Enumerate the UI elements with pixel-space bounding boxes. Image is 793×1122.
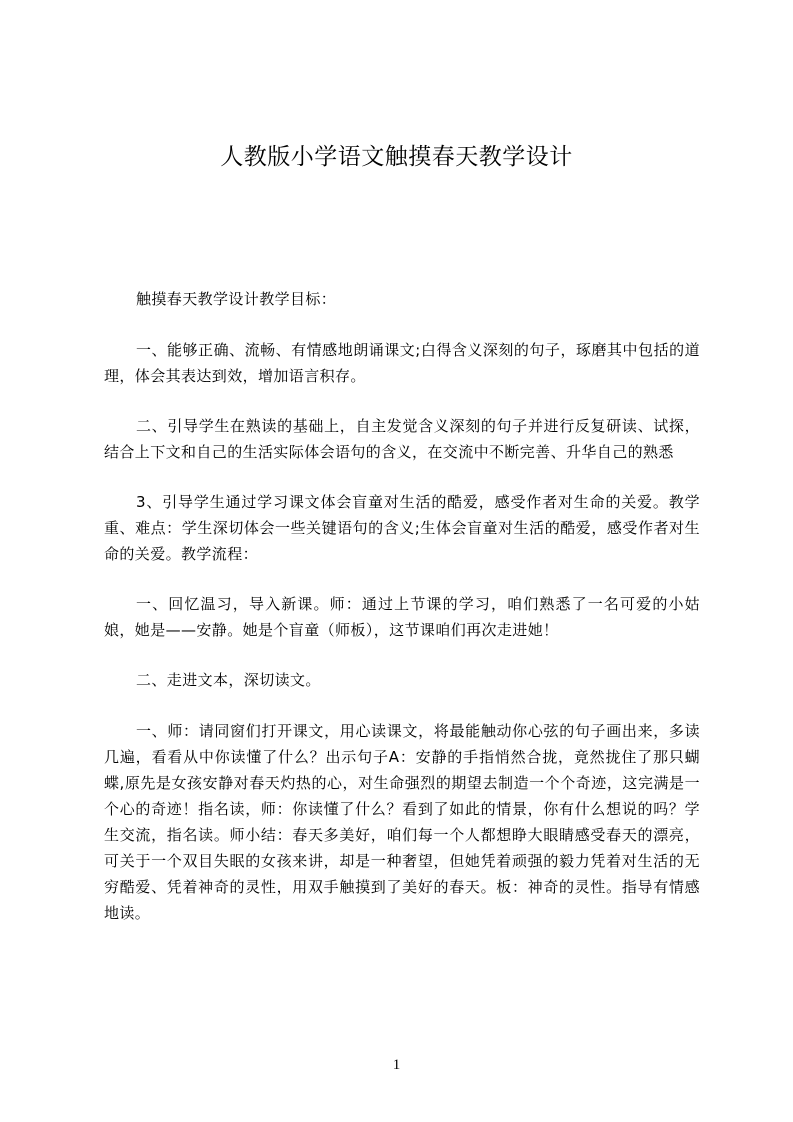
document-body: [104, 286, 700, 926]
paragraph-objectives-heading: 触摸春天教学设计教学目标：: [136, 290, 337, 308]
paragraph-objective-2: 二、引导学生在熟读的基础上，自主发觉含义深刻的句子并进行反复研读、试探，结合上下文和自己的生活实际体会语句的含义，在交流中不断完善、升华自己的熟悉: [104, 417, 700, 461]
paragraph-spacer: [104, 389, 700, 413]
paragraph-teacher-guidance: 一、师：请同窗们打开课文，用心读课文，将最能触动你心弦的句子画出来，多读几遍，看看从中你读懂了什么？出示句子A：安静的手指悄然合拢，竟然拢住了那只蝴蝶,原先是女孩安静对春天灼热的心，对生命强烈的期望去制造一个个奇迹，这完满是一个心的奇迹！指名读，师：你读懂了什么？看到了如此的情景，你有什么想说的吗？学生交流，指名读。师小结：春天多美好，咱们每一个人都想睁大眼睛感受春天的漂亮，可关于一个双目失眠的女孩来讲，却是一种奢望，但她凭着顽强的毅力凭着对生活的无穷酷爱、凭着神奇的灵性，用双手触摸到了美好的春天。板：神奇的灵性。指导有情感地读。: [104, 722, 700, 922]
paragraph-objective-3: 3、引导学生通过学习课文体会盲童对生活的酷爱，感受作者对生命的关爱。教学重、难点：学生深切体会一些关键语句的含义;生体会盲童对生活的酷爱，感受作者对生命的关爱。教学流程：: [104, 493, 700, 563]
paragraph-spacer: [104, 693, 700, 718]
paragraph-objective-1: 一、能够正确、流畅、有情感地朗诵课文;白得含义深刻的句子，琢磨其中包括的道理，体会其表达到效，增加语言积存。: [104, 341, 700, 385]
paragraph-step-reading: 二、走进文本，深切读文。: [136, 671, 321, 689]
paragraph-spacer: [104, 643, 700, 667]
page-number: 1: [392, 1057, 401, 1073]
paragraph-spacer: [104, 312, 700, 337]
paragraph-spacer: [104, 567, 700, 591]
document-title: 人教版小学语文触摸春天教学设计: [220, 144, 573, 170]
paragraph-step-review: 一、回忆温习，导入新课。师：通过上节课的学习，咱们熟悉了一名可爱的小姑娘，她是——安静。她是个盲童（师板），这节课咱们再次走进她！: [104, 595, 700, 639]
paragraph-spacer: [104, 465, 700, 489]
